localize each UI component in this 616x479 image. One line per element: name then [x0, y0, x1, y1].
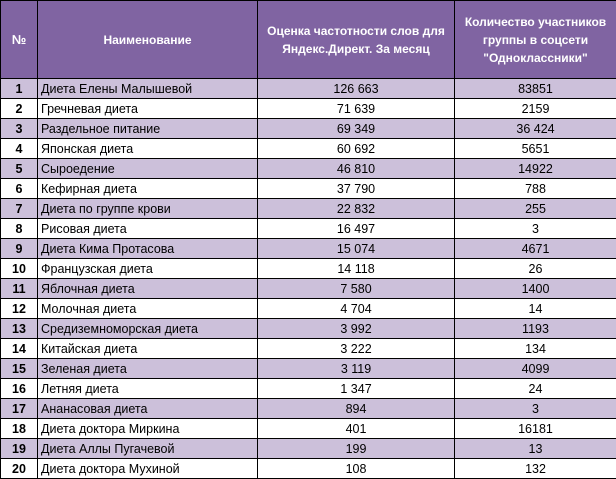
row-number: 1 — [1, 79, 38, 99]
group-members: 83851 — [455, 79, 616, 99]
table-row — [1, 419, 616, 439]
diet-name: Кефирная диета — [38, 179, 258, 199]
search-frequency: 3 119 — [258, 359, 455, 379]
row-number: 9 — [1, 239, 38, 259]
search-frequency: 69 349 — [258, 119, 455, 139]
diet-name: Диета доктора Миркина — [38, 419, 258, 439]
table-row — [1, 159, 616, 179]
search-frequency: 1 347 — [258, 379, 455, 399]
diet-name: Средиземноморская диета — [38, 319, 258, 339]
row-number: 19 — [1, 439, 38, 459]
table-row — [1, 299, 616, 319]
group-members: 788 — [455, 179, 616, 199]
diet-name: Японская диета — [38, 139, 258, 159]
diet-name: Зеленая диета — [38, 359, 258, 379]
diet-name: Сыроедение — [38, 159, 258, 179]
row-number: 5 — [1, 159, 38, 179]
table-row — [1, 199, 616, 219]
row-number: 11 — [1, 279, 38, 299]
diet-name: Рисовая диета — [38, 219, 258, 239]
search-frequency: 401 — [258, 419, 455, 439]
row-number: 3 — [1, 119, 38, 139]
row-number: 20 — [1, 459, 38, 479]
group-members: 3 — [455, 399, 616, 419]
group-members: 4671 — [455, 239, 616, 259]
search-frequency: 108 — [258, 459, 455, 479]
row-number: 13 — [1, 319, 38, 339]
table-row — [1, 279, 616, 299]
table-row — [1, 239, 616, 259]
header-row — [1, 1, 616, 79]
diet-name: Раздельное питание — [38, 119, 258, 139]
search-frequency: 126 663 — [258, 79, 455, 99]
row-number: 2 — [1, 99, 38, 119]
diet-name: Гречневая диета — [38, 99, 258, 119]
table-row — [1, 259, 616, 279]
search-frequency: 3 222 — [258, 339, 455, 359]
search-frequency: 71 639 — [258, 99, 455, 119]
row-number: 18 — [1, 419, 38, 439]
group-members: 2159 — [455, 99, 616, 119]
search-frequency: 3 992 — [258, 319, 455, 339]
header-number: № — [1, 1, 38, 79]
table-row — [1, 219, 616, 239]
group-members: 14 — [455, 299, 616, 319]
search-frequency: 894 — [258, 399, 455, 419]
diet-name: Французская диета — [38, 259, 258, 279]
group-members: 26 — [455, 259, 616, 279]
search-frequency: 14 118 — [258, 259, 455, 279]
table-row — [1, 379, 616, 399]
diet-name: Диета Елены Малышевой — [38, 79, 258, 99]
group-members: 13 — [455, 439, 616, 459]
group-members: 24 — [455, 379, 616, 399]
group-members: 36 424 — [455, 119, 616, 139]
diet-name: Молочная диета — [38, 299, 258, 319]
row-number: 12 — [1, 299, 38, 319]
table-row — [1, 339, 616, 359]
header-name: Наименование — [38, 1, 258, 79]
header-group-members: Количество участников группы в соцсети "Одноклассники" — [455, 1, 616, 79]
group-members: 1400 — [455, 279, 616, 299]
diet-name: Диета по группе крови — [38, 199, 258, 219]
diet-name: Диета Аллы Пугачевой — [38, 439, 258, 459]
table-row — [1, 359, 616, 379]
table-row — [1, 179, 616, 199]
group-members: 5651 — [455, 139, 616, 159]
row-number: 6 — [1, 179, 38, 199]
table-body — [1, 79, 616, 479]
row-number: 14 — [1, 339, 38, 359]
group-members: 134 — [455, 339, 616, 359]
group-members: 14922 — [455, 159, 616, 179]
search-frequency: 16 497 — [258, 219, 455, 239]
row-number: 17 — [1, 399, 38, 419]
row-number: 7 — [1, 199, 38, 219]
diet-name: Яблочная диета — [38, 279, 258, 299]
diet-name: Летняя диета — [38, 379, 258, 399]
group-members: 3 — [455, 219, 616, 239]
table-row — [1, 79, 616, 99]
table-row — [1, 399, 616, 419]
diet-name: Китайская диета — [38, 339, 258, 359]
diet-name: Ананасовая диета — [38, 399, 258, 419]
group-members: 255 — [455, 199, 616, 219]
table-row — [1, 99, 616, 119]
table-row — [1, 459, 616, 479]
group-members: 16181 — [455, 419, 616, 439]
table-row — [1, 319, 616, 339]
row-number: 15 — [1, 359, 38, 379]
header-search-frequency: Оценка частотности слов для Яндекс.Директ. За месяц — [258, 1, 455, 79]
search-frequency: 7 580 — [258, 279, 455, 299]
row-number: 16 — [1, 379, 38, 399]
row-number: 4 — [1, 139, 38, 159]
group-members: 4099 — [455, 359, 616, 379]
diet-name: Диета доктора Мухиной — [38, 459, 258, 479]
search-frequency: 15 074 — [258, 239, 455, 259]
row-number: 8 — [1, 219, 38, 239]
group-members: 1193 — [455, 319, 616, 339]
search-frequency: 60 692 — [258, 139, 455, 159]
group-members: 132 — [455, 459, 616, 479]
table-row — [1, 139, 616, 159]
table-row — [1, 119, 616, 139]
search-frequency: 22 832 — [258, 199, 455, 219]
search-frequency: 37 790 — [258, 179, 455, 199]
search-frequency: 199 — [258, 439, 455, 459]
search-frequency: 4 704 — [258, 299, 455, 319]
row-number: 10 — [1, 259, 38, 279]
table-row — [1, 439, 616, 459]
diet-name: Диета Кима Протасова — [38, 239, 258, 259]
search-frequency: 46 810 — [258, 159, 455, 179]
